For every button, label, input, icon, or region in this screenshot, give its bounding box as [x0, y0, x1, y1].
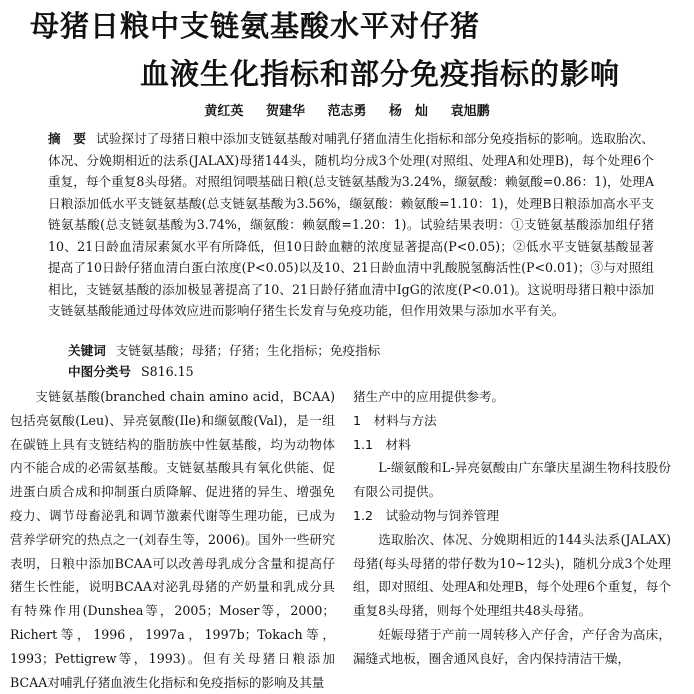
keywords-label: 关键词 [68, 343, 106, 358]
keywords [68, 340, 380, 359]
classification-label: 中图分类号 [68, 364, 131, 379]
section-heading-animals-management: 1.2 试验动物与饲养管理 [353, 507, 499, 523]
author: 范志勇 [327, 104, 367, 119]
paragraph-continuation: 猪生产中的应用提供参考。 [353, 389, 505, 404]
author: 袁旭鹏 [450, 104, 490, 119]
section-heading-materials-methods: 1 材料与方法 [353, 412, 437, 428]
author-list [0, 100, 694, 119]
intro-paragraph: 支链氨基酸(branched chain amino acid，BCAA)包括亮氨酸(Leu)、异亮氨酸(Ile)和缬氨酸(Val)，是一组在碳链上具有支链结构的脂肪族中性氨基酸，均为动物体内不能合成的必需氨基酸。支链氨基酸具有氧化供能、促进蛋白质合成和抑制蛋白质降解、促进猪的异生、增强免疫力、调节母畜泌乳和调节激素代谢等生理功能，已成为营养学研究的热点之一(刘春生等，2006)。国外一些研究表明，日粮中添加BCAA可以改善母乳成分含量和提高仔猪生长性能，说明BCAA对泌乳母猪的产奶量和乳成分具有特殊作用(Dunshea等，2005；Moser等，2000；Richert等，1996，1997a，1997b；Tokach等，1993；Pettigrew等，1993)。但有关母猪日粮添加BCAA对哺乳仔猪血液生化指标和免疫指标的影响及其量 [10, 389, 335, 690]
title-line-1: 母猪日粮中支链氨基酸水平对仔猪 [30, 9, 481, 43]
abstract [48, 128, 654, 322]
classification-number [68, 361, 194, 380]
housing-paragraph: 妊娠母猪于产前一周转移入产仔舍，产仔舍为高床，漏缝式地板，圈舍通风良好，舍内保持清洁干燥， [353, 626, 671, 666]
materials-paragraph: L-缬氨酸和L-异亮氨酸由广东肇庆星湖生物科技股份有限公司提供。 [353, 460, 671, 500]
abstract-text: 试验探讨了母猪日粮中添加支链氨基酸对哺乳仔猪血清生化指标和部分免疫指标的影响。选取胎次、体况、分娩期相近的法系(JALAX)母猪144头，随机均分成3个处理(对照组、处理A和处理B)，每个处理6个重复，每个重复8头母猪。对照组饲喂基础日粮(总支链氨基酸为3.24%，缬氨酸：赖氨酸=0.86：1)，处理A日粮添加低水平支链氨基酸(总支链氨基酸为3.56%，缬氨酸：赖氨酸=1.10：1)，处理B日粮添加高水平支链氨基酸(总支链氨基酸为3.74%，缬氨酸：赖氨酸=1.20：1)。试验结果表明：①支链氨基酸添加组仔猪10、21日龄血清尿素氮水平有所降低，但10日龄血糖的浓度显著提高(P<0.05)；②低水平支链氨基酸显著提高了10日龄仔猪血清白蛋白浓度(P<0.05)以及10、21日龄血清中乳酸脱氢酶活性(P<0.01)；③与对照组相比，支链氨基酸的添加极显著提高了10、21日龄仔猪血清中IgG的浓度(P<0.01)。这说明母猪日粮中添加支链氨基酸能通过母体效应进而影响仔猪生长发育与免疫功能，但作用效果与添加水平有关。 [48, 131, 655, 318]
right-column [353, 385, 671, 671]
section-heading-materials: 1.1 材料 [353, 436, 411, 452]
classification-value: S816.15 [140, 364, 194, 379]
animals-paragraph: 选取胎次、体况、分娩期相近的144头法系(JALAX)母猪(每头母猪的带仔数为10~12头)，随机分成3个处理组，即对照组、处理A和处理B，每个处理6个重复，每个重复8头母猪，则每个处理组共48头母猪。 [353, 531, 671, 619]
left-column [10, 385, 335, 694]
title-line-2: 血液生化指标和部分免疫指标的影响 [140, 57, 621, 91]
author: 杨 灿 [389, 104, 429, 119]
author: 贺建华 [265, 104, 305, 119]
author: 黄红英 [204, 104, 244, 119]
abstract-label: 摘 要 [48, 131, 87, 146]
keywords-text: 支链氨基酸；母猪；仔猪；生化指标；免疫指标 [115, 343, 381, 358]
